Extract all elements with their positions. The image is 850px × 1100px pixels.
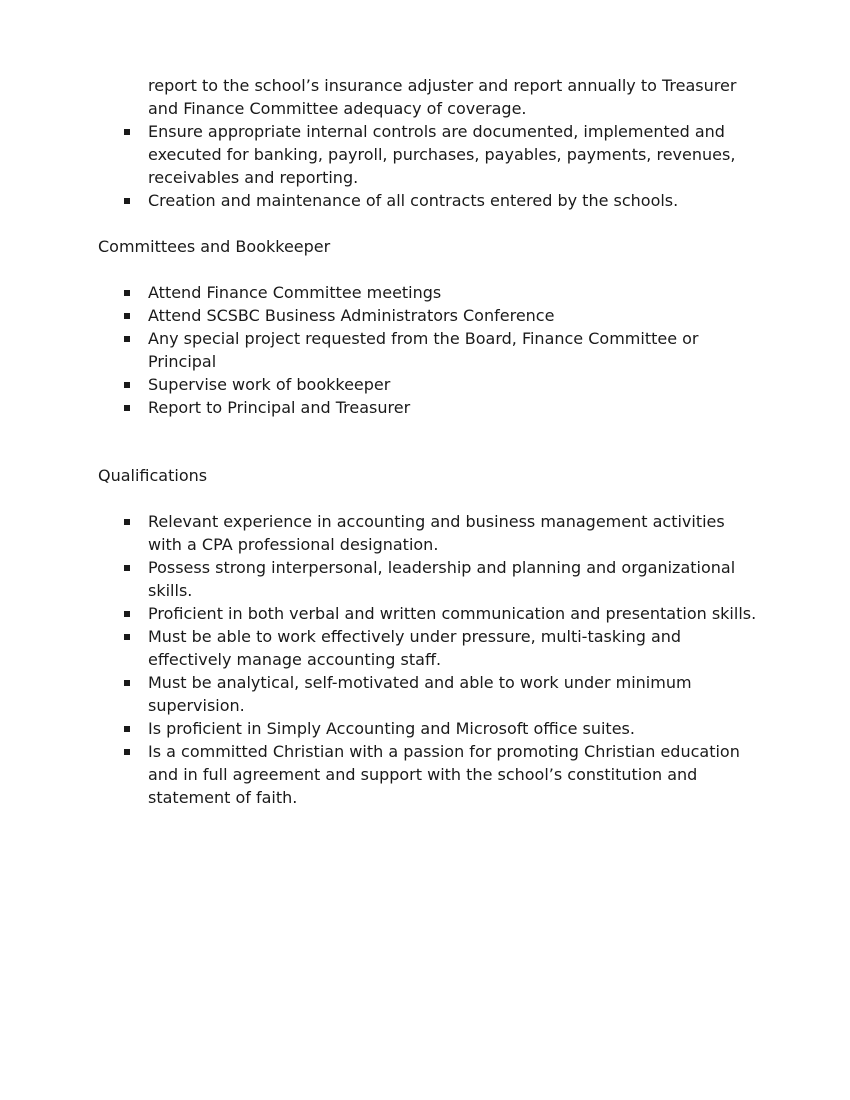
list-item <box>98 189 758 212</box>
square-bullet-icon <box>124 290 130 296</box>
square-bullet-icon <box>124 129 130 135</box>
list-item-text: Is proficient in Simply Accounting and Microsoft office suites. <box>148 719 635 738</box>
section-heading-qualifications: Qualifications <box>98 466 208 485</box>
qualifications-list <box>98 510 758 809</box>
list-item-text: Ensure appropriate internal controls are documented, implemented and executed for banking, payroll, purchases, payables, payments, revenues, receivables and reporting. <box>148 122 736 187</box>
list-item-text: Is a committed Christian with a passion for promoting Christian education and in full agreement and support with the school’s constitution and statement of faith. <box>148 742 740 807</box>
list-item <box>98 740 758 809</box>
square-bullet-icon <box>124 336 130 342</box>
spacer <box>98 258 758 281</box>
list-item-text: Proficient in both verbal and written communication and presentation skills. <box>148 604 757 623</box>
list-item-text: Attend Finance Committee meetings <box>148 283 442 302</box>
document-body <box>98 74 758 809</box>
list-item-text: Relevant experience in accounting and business management activities with a CPA professional designation. <box>148 512 725 554</box>
list-item-text: Creation and maintenance of all contracts entered by the schools. <box>148 191 679 210</box>
list-item <box>98 625 758 671</box>
list-item <box>98 373 758 396</box>
list-item-text: report to the school’s insurance adjuster and report annually to Treasurer and Finance Committee adequacy of coverage. <box>148 76 737 118</box>
list-item <box>98 717 758 740</box>
section-heading-committees: Committees and Bookkeeper <box>98 237 331 256</box>
square-bullet-icon <box>124 634 130 640</box>
square-bullet-icon <box>124 680 130 686</box>
list-item-text: Must be able to work effectively under pressure, multi-tasking and effectively manage accounting staff. <box>148 627 682 669</box>
square-bullet-icon <box>124 749 130 755</box>
list-item <box>98 510 758 556</box>
list-item <box>98 396 758 419</box>
list-item <box>98 602 758 625</box>
square-bullet-icon <box>124 565 130 571</box>
square-bullet-icon <box>124 726 130 732</box>
square-bullet-icon <box>124 382 130 388</box>
list-item <box>98 281 758 304</box>
list-item <box>98 327 758 373</box>
list-item-continuation <box>98 74 758 120</box>
list-item <box>98 671 758 717</box>
list-item <box>98 304 758 327</box>
list-item-text: Report to Principal and Treasurer <box>148 398 411 417</box>
duties-list <box>98 74 758 212</box>
square-bullet-icon <box>124 405 130 411</box>
list-item <box>98 556 758 602</box>
list-item-text: Supervise work of bookkeeper <box>148 375 391 394</box>
square-bullet-icon <box>124 313 130 319</box>
square-bullet-icon <box>124 519 130 525</box>
square-bullet-icon <box>124 611 130 617</box>
committees-list <box>98 281 758 419</box>
spacer <box>98 212 758 235</box>
spacer <box>98 419 758 464</box>
list-item-text: Possess strong interpersonal, leadership and planning and organizational skills. <box>148 558 736 600</box>
list-item-text: Any special project requested from the Board, Finance Committee or Principal <box>148 329 699 371</box>
list-item-text: Must be analytical, self-motivated and able to work under minimum supervision. <box>148 673 692 715</box>
square-bullet-icon <box>124 198 130 204</box>
spacer <box>98 487 758 510</box>
list-item-text: Attend SCSBC Business Administrators Conference <box>148 306 555 325</box>
list-item <box>98 120 758 189</box>
